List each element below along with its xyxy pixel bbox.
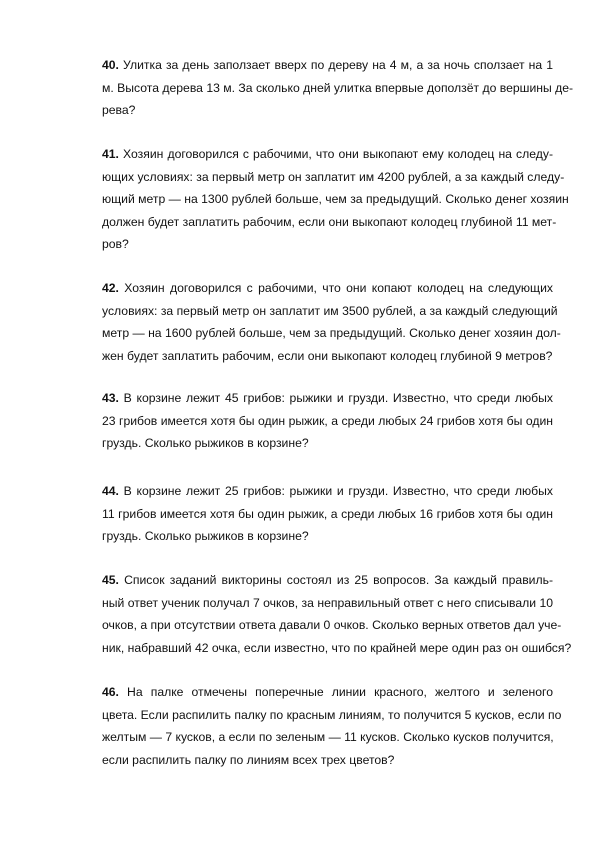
problem-line: должен будет заплатить рабочим, если они выкопают колодец глубиной 11 мет- (102, 214, 557, 229)
problem-text: В корзине лежит 45 грибов: рыжики и грузди. Известно, что среди любых (118, 391, 553, 405)
problem-41 (102, 143, 569, 256)
problem-text: Улитка за день заползает вверх по дереву на 4 м, а за ночь сползает на 1 (118, 58, 553, 72)
problem-line (102, 569, 553, 592)
problem-number: 45. (102, 573, 119, 587)
problem-text: Хозяин договорился с рабочими, что они копают колодец на следующих (118, 281, 553, 295)
problem-number: 43. (102, 391, 119, 405)
problem-line (102, 277, 553, 300)
problem-line: ющий метр — на 1300 рублей больше, чем за предыдущий. Сколько денег хозяин (102, 192, 569, 206)
problem-number: 42. (102, 281, 119, 295)
problem-line: 23 грибов имеется хотя бы один рыжик, а среди любых 24 грибов хотя бы один (102, 413, 553, 428)
problem-line: желтым — 7 кусков, а если по зеленым — 11 кусков. Сколько кусков получится, (102, 730, 554, 744)
problem-line: 11 грибов имеется хотя бы один рыжик, а среди любых 16 грибов хотя бы один (102, 506, 553, 521)
problem-line: груздь. Сколько рыжиков в корзине? (102, 529, 309, 543)
problem-number: 44. (102, 484, 119, 498)
problem-line: ров? (102, 237, 129, 251)
problem-text: На палке отмечены поперечные линии красного, желтого и зеленого (118, 685, 553, 699)
problem-line: м. Высота дерева 13 м. За сколько дней улитка впервые доползёт до вершины де- (102, 80, 574, 95)
problem-line: жен будет заплатить рабочим, если они выкопают колодец глубиной 9 метров? (102, 348, 553, 363)
problem-line: если распилить палку по линиям всех трех цветов? (102, 752, 395, 767)
problem-number: 41. (102, 147, 119, 161)
problem-text: Список заданий викторины состоял из 25 вопросов. За каждый правиль- (118, 573, 553, 587)
problem-line (102, 143, 553, 166)
problem-line (102, 54, 553, 77)
problem-40 (102, 54, 574, 122)
problem-line: ющих условиях: за первый метр он заплатит им 4200 рублей, а за каждый следу- (102, 169, 565, 184)
problem-text: В корзине лежит 25 грибов: рыжики и грузди. Известно, что среди любых (118, 484, 553, 498)
problem-44 (102, 480, 553, 548)
problem-number: 40. (102, 58, 119, 72)
problem-43 (102, 387, 553, 455)
problem-line: ный ответ ученик получал 7 очков, за неправильный ответ с него списывали 10 (102, 595, 553, 610)
problem-line: рева? (102, 103, 136, 117)
problem-line: очков, а при отсутствии ответа давали 0 очков. Сколько верных ответов дал уче- (102, 618, 562, 632)
problem-line (102, 387, 553, 410)
problem-line (102, 681, 553, 704)
problem-number: 46. (102, 685, 119, 699)
problem-45 (102, 569, 572, 659)
problem-line: груздь. Сколько рыжиков в корзине? (102, 436, 309, 450)
problem-line: цвета. Если распилить палку по красным линиям, то получится 5 кусков, если по (102, 707, 562, 722)
problem-46 (102, 681, 562, 771)
problem-line (102, 480, 553, 503)
problem-42 (102, 277, 561, 367)
problem-line: метр — на 1600 рублей больше, чем за предыдущий. Сколько денег хозяин дол- (102, 326, 561, 340)
problem-text: Хозяин договорился с рабочими, что они выкопают ему колодец на следу- (118, 147, 553, 161)
problem-line: ник, набравший 42 очка, если известно, что по крайней мере один раз он ошибся? (102, 640, 572, 655)
problem-line: условиях: за первый метр он заплатит им 3500 рублей, а за каждый следующий (102, 303, 558, 318)
